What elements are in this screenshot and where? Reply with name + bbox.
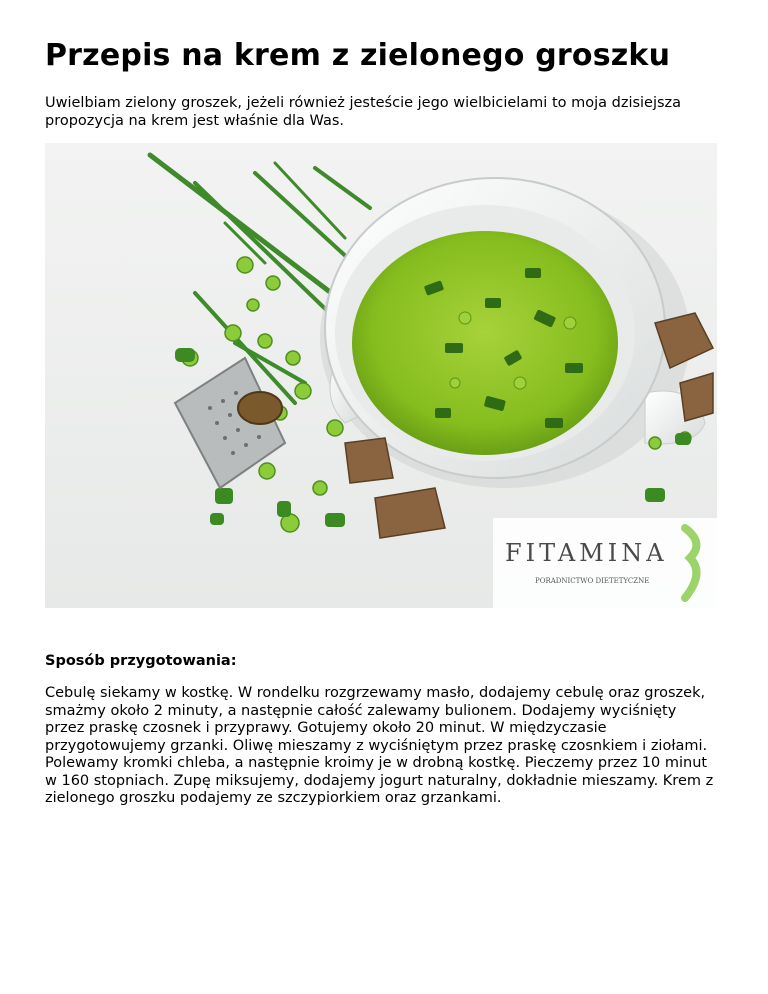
section-title: Sposób przygotowania: <box>45 653 237 669</box>
instructions-paragraph: Cebulę siekamy w kostkę. W rondelku rozgrzewamy masło, dodajemy cebulę oraz groszek, smażmy około 2 minuty, a następnie całość zalewamy bulionem. Dodajemy wyciśnięty przez praskę czosnek i przyprawy. Gotujemy około 20 minut. W międzyczasie przygotowujemy grzanki. Oliwę mieszamy z wyciśniętym przez praskę czosnkiem i ziołami. Polewamy kromki chleba, a następnie kroimy je w drobną kostkę. Pieczemy przez 10 minut w 160 stopniach. Zupę miksujemy, dodajemy jogurt naturalny, dokładnie mieszamy. Krem z zielonego groszku podajemy ze szczypiorkiem oraz grzankami. <box>45 685 714 806</box>
logo-text: FITAMINA <box>505 539 668 567</box>
fitamina-logo <box>493 518 717 608</box>
soup-photo <box>45 143 717 608</box>
intro-paragraph: Uwielbiam zielony groszek, jeżeli również jesteście jego wielbicielami to moja dzisiejsza propozycja na krem jest właśnie dla Was. <box>45 95 682 129</box>
logo-subtext: PORADNICTWO DIETETYCZNE <box>535 577 650 585</box>
page-title: Przepis na krem z zielonego groszku <box>45 38 671 73</box>
